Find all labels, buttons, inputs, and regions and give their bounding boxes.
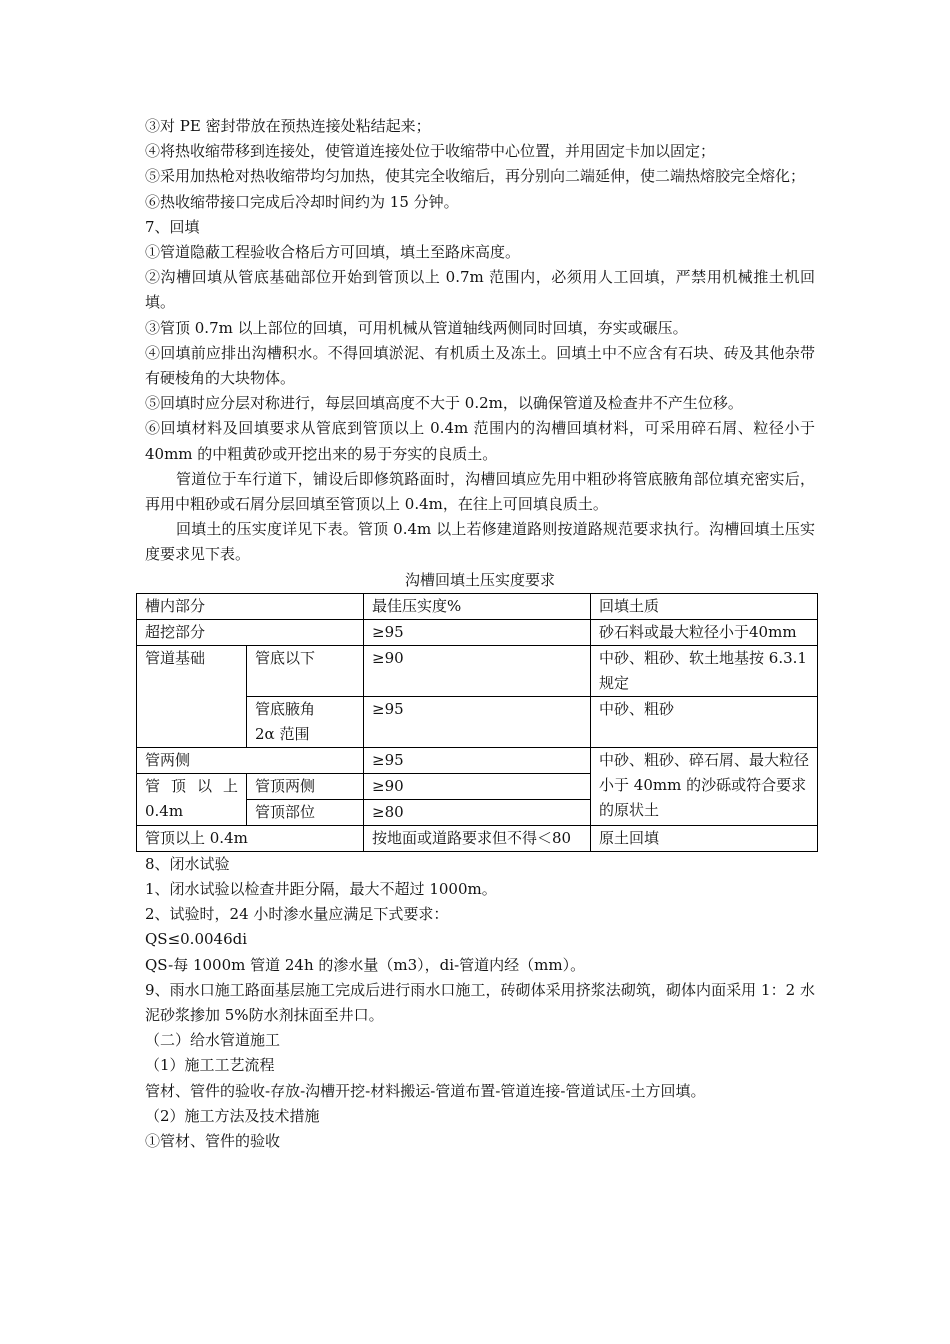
text-line: 9、雨水口施工路面基层施工完成后进行雨水口施工，砖砌体采用挤浆法砌筑，砌体内面采用 1：2 水泥砂浆掺加 5%防水剂抹面至井口。 — [145, 980, 815, 1025]
formula: QS≤0.0046di — [145, 930, 248, 949]
text-line: ①管材、管件的验收 — [145, 1132, 281, 1151]
section-heading: （1）施工工艺流程 — [145, 1056, 275, 1075]
text-line: ②沟槽回填从管底基础部位开始到管顶以上 0.7m 范围内，必须用人工回填，严禁用机械推土机回填。 — [145, 268, 815, 312]
table-row — [137, 747, 818, 773]
text-line: ④将热收缩带移到连接处，使管道连接处位于收缩带中心位置，并用固定卡加以固定； — [145, 142, 716, 161]
text-line: ⑤采用加热枪对热收缩带均匀加热，使其完全收缩后，再分别向二端延伸，使二端热熔胶完全熔化； — [145, 167, 806, 186]
text-line: 管材、管件的验收-存放-沟槽开挖-材料搬运-管道布置-管道连接-管道试压-土方回填。 — [145, 1081, 706, 1100]
compaction-table — [136, 593, 818, 852]
text-line: 1、闭水试验以检查井距分隔，最大不超过 1000m。 — [145, 880, 497, 899]
table-cell: 原土回填 — [591, 825, 818, 851]
table-header-cell: 槽内部分 — [137, 593, 364, 619]
table-cell: ≥80 — [364, 799, 591, 825]
table-header-cell: 最佳压实度% — [364, 593, 591, 619]
text-line: ③对 PE 密封带放在预热连接处粘结起来； — [145, 117, 431, 135]
section-heading: 7、回填 — [145, 217, 200, 236]
table-cell: 管顶部位 — [247, 799, 364, 825]
table-cell: 管两侧 — [137, 747, 364, 773]
text-line: ③管顶 0.7m 以上部位的回填，可用机械从管道轴线两侧同时回填，夯实或碾压。 — [145, 318, 688, 337]
table-cell: ≥95 — [364, 747, 591, 773]
table-cell: 中砂、粗砂、软土地基按 6.3.1 规定 — [591, 645, 818, 696]
table-header-cell: 回填土质 — [591, 593, 818, 619]
paragraph: 管道位于车行道下，铺设后即修筑路面时，沟槽回填应先用中粗砂将管底腋角部位填充密实后，再用中粗砂或石屑分层回填至管顶以上 0.4m，在往上可回填良质土。 — [145, 469, 815, 514]
text-line: QS-每 1000m 管道 24h 的渗水量（m3），di-管道内经（mm）。 — [145, 955, 586, 974]
paragraph: 回填土的压实度详见下表。管顶 0.4m 以上若修建道路则按道路规范要求执行。沟槽回填土压实度要求见下表。 — [145, 520, 815, 564]
table-cell: 按地面或道路要求但不得＜80 — [364, 825, 591, 851]
text-line: ⑥热收缩带接口完成后冷却时间约为 15 分钟。 — [145, 192, 459, 211]
table-cell: ≥95 — [364, 619, 591, 645]
section-heading: 8、闭水试验 — [145, 854, 230, 873]
table-cell: 中砂、粗砂 — [591, 696, 818, 747]
text-line: ④回填前应排出沟槽积水。不得回填淤泥、有机质土及冻土。回填土中不应含有石块、砖及其他杂带有硬棱角的大块物体。 — [145, 343, 815, 388]
table-cell-line: 管 顶 以 上 — [145, 776, 238, 795]
table-cell: 管道基础 — [137, 645, 247, 747]
text-line: 2、试验时，24 小时渗水量应满足下式要求： — [145, 905, 449, 924]
table-cell: ≥90 — [364, 645, 591, 696]
table-cell: 管顶以上 0.4m — [137, 825, 364, 851]
table-cell: 管底腋角 2α 范围 — [247, 696, 364, 747]
table-cell — [137, 773, 247, 825]
section-heading: （二）给水管道施工 — [145, 1031, 281, 1050]
text-line: ⑥回填材料及回填要求从管底到管顶以上 0.4m 范围内的沟槽回填材料，可采用碎石屑、粒径小于 40mm 的中粗黄砂或开挖出来的易于夯实的良质土。 — [145, 419, 815, 463]
table-cell: 超挖部分 — [137, 619, 364, 645]
table-cell: 中砂、粗砂、碎石屑、最大粒径小于 40mm 的沙砾或符合要求的原状土 — [591, 747, 818, 825]
table-cell: ≥90 — [364, 773, 591, 799]
text-line: ①管道隐蔽工程验收合格后方可回填，填土至路床高度。 — [145, 243, 521, 262]
section-heading: （2）施工方法及技术措施 — [145, 1106, 320, 1125]
table-cell: 砂石料或最大粒径小于40mm — [591, 619, 818, 645]
document-page — [145, 114, 815, 1154]
table-row — [137, 645, 818, 696]
table-row — [137, 619, 818, 645]
table-cell: 管底以下 — [247, 645, 364, 696]
table-row — [137, 825, 818, 851]
table-caption: 沟槽回填土压实度要求 — [404, 570, 555, 589]
table-cell: 管顶两侧 — [247, 773, 364, 799]
table-header-row — [137, 593, 818, 619]
table-cell: ≥95 — [364, 696, 591, 747]
table-cell-line: 0.4m — [145, 801, 184, 820]
text-line: ⑤回填时应分层对称进行，每层回填高度不大于 0.2m，以确保管道及检查井不产生位移。 — [145, 394, 743, 413]
